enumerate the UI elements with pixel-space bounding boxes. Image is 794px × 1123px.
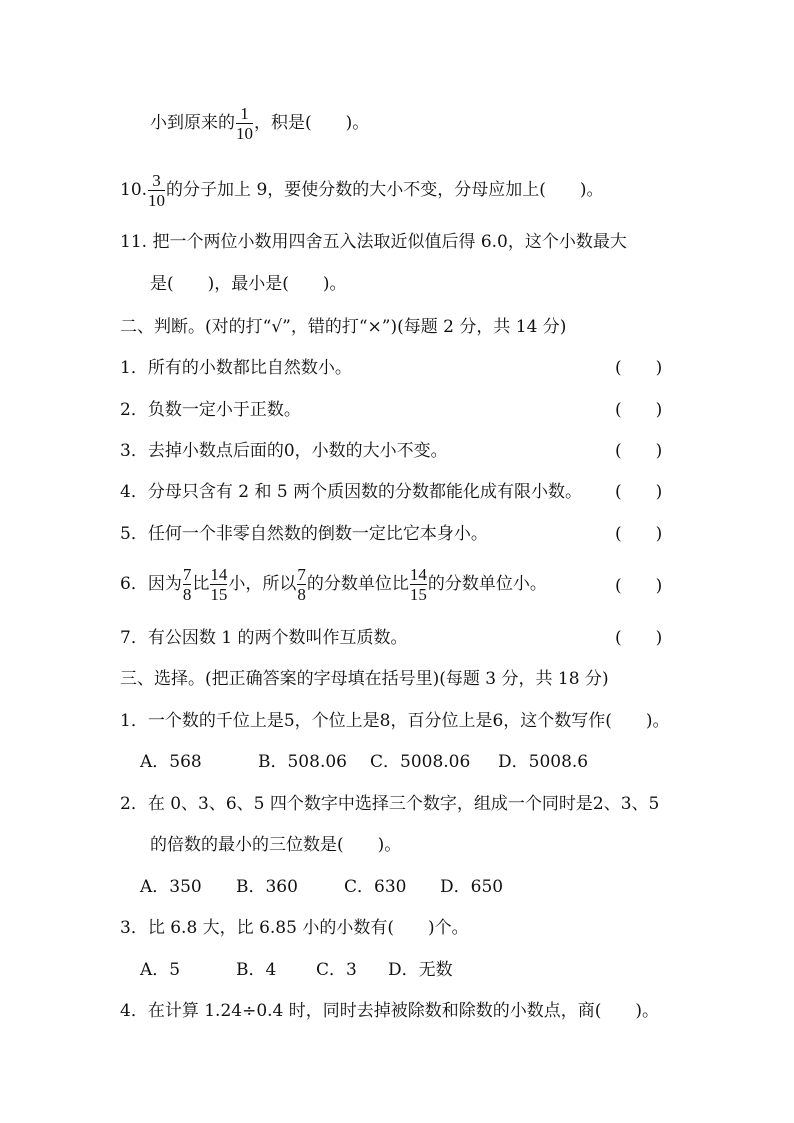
option-d[interactable]: D．5008.6 [498, 752, 589, 772]
choice-q4: 4．在计算 1.24÷0.4 时，同时去掉被除数和除数的小数点，商( )。 [120, 1001, 660, 1021]
choice-q1: 1．一个数的千位上是5，个位上是8，百分位上是6，这个数写作( )。 [120, 711, 670, 731]
option-c[interactable]: C．630 [344, 877, 407, 897]
judge-item-7: 7．有公因数 1 的两个数叫作互质数。 [120, 628, 408, 648]
choice-q2-options [140, 877, 503, 897]
fraction-three-tenths: $\frac{3}{10}$ [148, 171, 166, 210]
fraction-14-15: $\frac{14}{15}$ [210, 565, 228, 604]
fraction-7-8: $\frac{7}{8}$ [182, 565, 192, 604]
judge-item-1: 1．所有的小数都比自然数小。 [120, 358, 352, 378]
fraction-one-tenth: $\frac{1}{10}$ [236, 104, 253, 143]
answer-paren-1[interactable]: ( ) [615, 358, 663, 378]
choice-q2-line2: 的倍数的最小的三位数是( )。 [150, 835, 402, 855]
answer-paren-4[interactable]: ( ) [615, 482, 663, 502]
option-b[interactable]: B．360 [236, 877, 298, 897]
question-11-line1: 11. 把一个两位小数用四舍五入法取近似值后得 6.0，这个小数最大 [120, 232, 627, 252]
choice-q3-options [140, 960, 453, 980]
answer-paren-6[interactable]: ( ) [615, 576, 663, 596]
judge-item-6: 6．因为 $\frac{7}{8}$ 比 $\frac{14}{15}$ 小，所以 $\frac{7}{8}$ 的分数单位比 $\frac{14}{15}$ 的分数单位小。 [120, 565, 547, 604]
answer-paren-3[interactable]: ( ) [615, 441, 663, 461]
section-2-title: 二、判断。(对的打“√”，错的打“×”)(每题 2 分，共 14 分) [120, 317, 567, 337]
fraction-7-8: $\frac{7}{8}$ [297, 565, 306, 604]
answer-paren-7[interactable]: ( ) [615, 628, 663, 648]
option-c[interactable]: C．3 [316, 960, 357, 980]
answer-paren-2[interactable]: ( ) [615, 400, 663, 420]
question-11-line2: 是( )，最小是( )。 [150, 274, 347, 294]
judge-item-2: 2．负数一定小于正数。 [120, 400, 301, 420]
option-d[interactable]: D．无数 [388, 960, 453, 980]
judge-item-3: 3．去掉小数点后面的0，小数的大小不变。 [120, 441, 448, 461]
judge-item-4: 4．分母只含有 2 和 5 两个质因数的分数都能化成有限小数。 [120, 482, 583, 502]
judge-item-5: 5．任何一个非零自然数的倒数一定比它本身小。 [120, 524, 488, 544]
choice-q2-line1: 2．在 0、3、6、5 四个数字中选择三个数字，组成一个同时是2、3、5 [120, 794, 660, 814]
choice-q3: 3．比 6.8 大，比 6.85 小的小数有( )个。 [120, 918, 469, 938]
question-10: 10. $\frac{3}{10}$ 的分子加上 9，要使分数的大小不变，分母应加上( )。 [120, 171, 604, 210]
fraction-14-15: $\frac{14}{15}$ [409, 565, 427, 604]
option-a[interactable]: A．5 [140, 960, 181, 980]
option-b[interactable]: B．4 [236, 960, 277, 980]
option-a[interactable]: A．568 [140, 752, 202, 772]
option-a[interactable]: A．350 [140, 877, 202, 897]
option-d[interactable]: D．650 [440, 877, 504, 897]
option-b[interactable]: B．508.06 [258, 752, 347, 772]
choice-q1-options [140, 752, 588, 772]
section-3-title: 三、选择。(把正确答案的字母填在括号里)(每题 3 分，共 18 分) [120, 669, 609, 689]
q9-continuation: 小到原来的 $\frac{1}{10}$ ，积是( )。 [150, 104, 370, 143]
option-c[interactable]: C．5008.06 [370, 752, 471, 772]
answer-paren-5[interactable]: ( ) [615, 524, 663, 544]
